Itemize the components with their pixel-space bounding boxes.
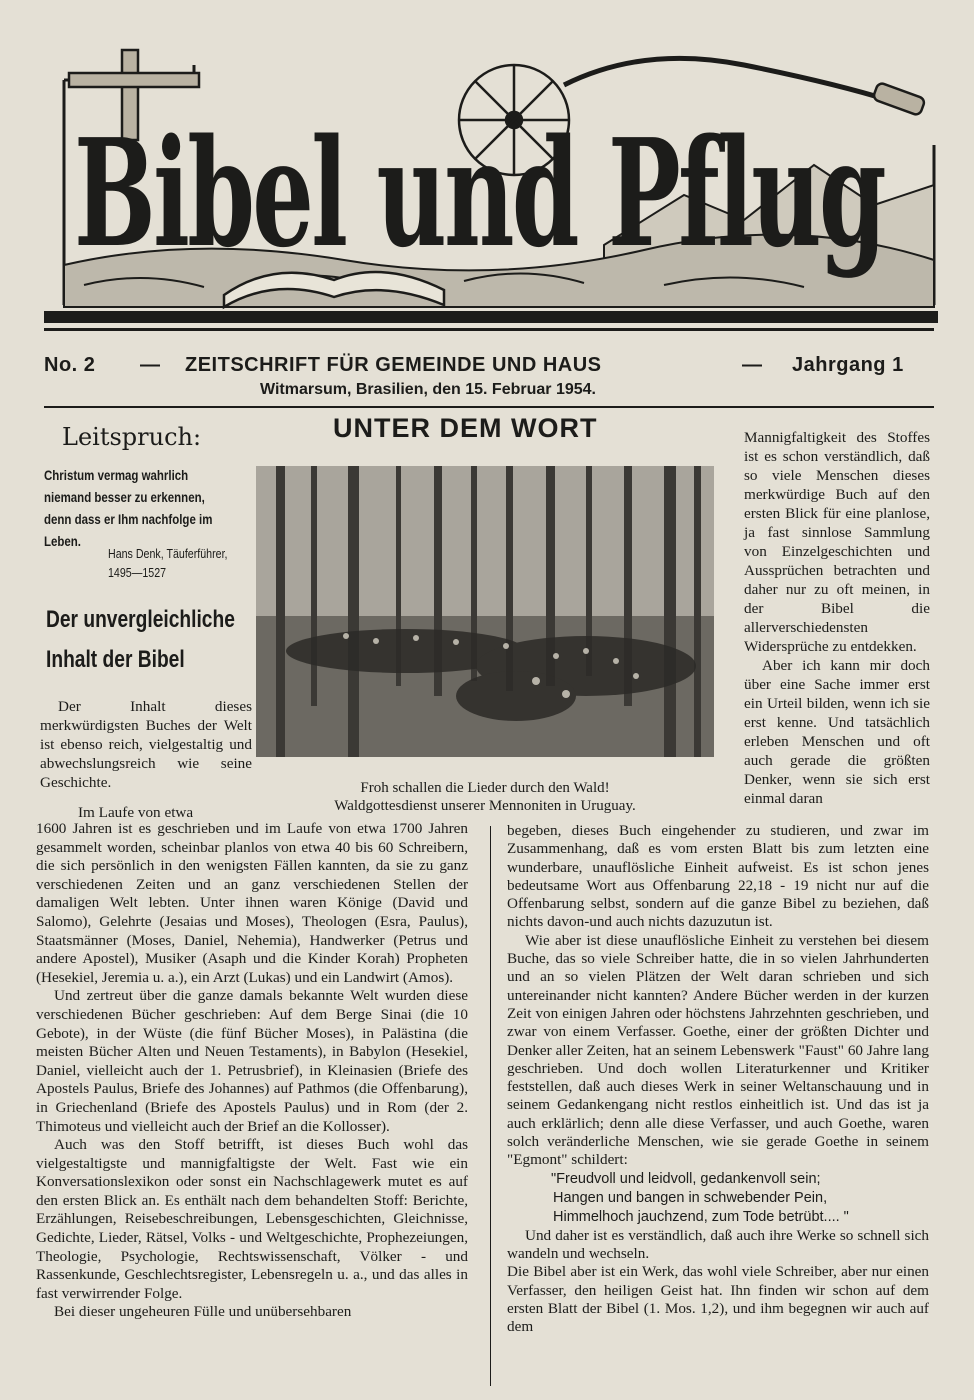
photo-caption-line2: Waldgottesdienst unserer Mennoniten in Uruguay. xyxy=(334,798,636,814)
lower-right-p3: Und daher ist es verständlich, daß auch ihre Werke so schnell sich wandeln und wechseln. xyxy=(507,1226,929,1262)
article-p2-start-text: Im Laufe von etwa xyxy=(78,804,194,821)
lower-right-p2: Wie aber ist diese unauflösliche Einheit zu verstehen bei diesem Buche, das so viele Schreiber hatte, die in so vielen Jahrhunderten und an so vielen Plätzen der Welt daran schrieben und sich untereinander nicht kannten? Andere Bücher werden in der kurzen Zeit von einigen Jahren oder höchstens Jahrzehnten geschrieben, und zwar von einem Verfasser. Goethe, einer der größten Dichter und Denker aller Zeiten, hat an seinem Lebenswerk "Faust" 60 Jahre lang geschrieben. Und doch wollen Literaturkenner und Kritiker feststellen, daß auch dieses Werk in seiner Weltanschauung und in seinem Gedankengang nicht restlos einheitlich ist. Und das ist ja auch erklärlich; denn alle diese Verfasser, und auch Goethe, waren solch veränderliche Menschen, wie sie gerade Goethe in seinem "Egmont" schildert: xyxy=(507,931,929,1169)
motto-author: Hans Denk, Täuferführer, 1495—1527 xyxy=(108,546,228,580)
article-p4: Auch was den Stoff betrifft, ist dieses Buch wohl das vielgestaltigste und mannigfaltigste der Welt. Fast wie ein Konversationslexikon oder sonst ein Nachschlagewerk mutet es auf den ersten Blick an. Es enthält nach dem behandelten Stoff: Berichte, Erzählungen, Reisebeschreibungen, Lebensgeschichten, Gleichnisse, Gedichte, Lieder, Rätsel, Volks - und Weltgeschichte, Prophezeiungen, Theologie, Psychologie, Rechtswissenschaft, Völker - und Rassenkunde, Geschlechtsregister, Lebensregeln u. a., und das alles in fast verwirrender Folge. xyxy=(36,1136,468,1302)
dateline: Witmarsum, Brasilien, den 15. Februar 1954. xyxy=(260,381,596,398)
article-p3: Und zertreut über die ganze damals bekannte Welt wurden diese verschiedenen Bücher geschrieben: Auf dem Berge Sinai (die 10 Gebote), in der Wüste (die fünf Bücher Moses), in Palästina (die meisten Bücher Alten und Neuen Testaments), in Babylon (Hesekiel, Daniel, vielleicht auch der 1. Petrusbrief), in Kleinasien (Briefe des Apostels Paulus, Briefe des Johannes) auf Pathmos (die Offenbarung), in Griechenland (Briefe des Apostels Paulus) und in Rom (der 2. Thimoteus und vielleicht auch der Brief an die Kollosser). xyxy=(36,987,468,1135)
motto-heading: Leitspruch: xyxy=(62,423,202,451)
article-intro xyxy=(40,697,252,792)
quote-line2: Hangen und bangen in schwebender Pein, xyxy=(553,1189,828,1206)
lower-right-p1: begeben, dieses Buch eingehender zu studieren, und zwar im Zusammenhang, daß es vom ersten Blatt bis zum letzten eine wunderbare, unauflösliche Einheit aufweist. Es ist schon jenes bedeutsame Wort aus Offenbarung 22,18 - 19 nicht nur auf die Offenbarung selbst, sondern auf die ganze Bibel zu beziehen, daß nichts davon-und auch nichts dazuzutun ist. xyxy=(507,822,929,931)
lower-right-column xyxy=(507,822,929,1336)
right-column-p1: Mannigfaltigkeit des Stoffes ist es schon verständlich, daß so viele Menschen dieses merkwürdige Buch auf den ersten Blick für eine planlose, ja fast sinnlose Sammlung von Einzelgeschichten und Aussprüchen betrachten und daher nur zu oft meinen, in der Bibel die allerverschiedensten Widersprüche zu entdekken. xyxy=(744,429,930,655)
main-headline: UNTER DEM WORT xyxy=(333,413,598,443)
lower-left-column xyxy=(36,820,468,1322)
header-dash-right: — xyxy=(742,354,763,376)
header-dash-left: — xyxy=(140,354,161,376)
volume-number: Jahrgang 1 xyxy=(792,354,904,376)
publication-subtitle: ZEITSCHRIFT FÜR GEMEINDE UND HAUS xyxy=(185,354,602,376)
quote-line3: Himmelhoch jauchzend, zum Tode betrübt.... " xyxy=(553,1208,849,1225)
article-p5: Bei dieser ungeheuren Fülle und unübersehbaren xyxy=(54,1303,352,1321)
article-intro-text: Der Inhalt dieses merkwürdigsten Buches der Welt ist ebenso reich, vielgestaltig und abwechslungsreich wie seine Geschichte. xyxy=(40,698,252,791)
quote-line1: "Freudvoll und leidvoll, gedankenvoll sein; xyxy=(551,1170,821,1187)
goethe-quote xyxy=(507,1170,929,1227)
masthead-title: Bibel und Pflug xyxy=(74,106,885,280)
right-column-p2: Aber ich kann mir doch über eine Sache immer erst ein Urteil bilden, wenn ich sie erst kenne. Und tatsächlich erleben Menschen und oft auch gerade die größten Denker, wenn sie sich erst einmal daran xyxy=(744,657,930,807)
masthead-illustration xyxy=(44,45,938,335)
article-title: Der unvergleichliche Inhalt der Bibel xyxy=(46,606,235,673)
article-p2: 1600 Jahren ist es geschrieben und im Laufe von etwa 1700 Jahren gesammelt worden, scheinbar planlos von etwa 40 bis 60 Schreibern, die sich persönlich in den wenigsten Fällen kannten, da sie zu ganz verschiedenen Zeiten und an ganz verschiedenen Stellen der damaligen Welt lebten. Unter ihnen waren Könige (David und Salomo), Gelehrte (Jesaias und Moses), Theologen (Esra, Paulus), Staatsmänner (Moses, Daniel, Nehemia), Handwerker (Petrus und andere Apostel), Musiker (Asaph und die Kinder Korah) Propheten (Hesekiel, Jeremia u. a.), ein Arzt (Lukas) und ein Landwirt (Amos). xyxy=(36,820,468,986)
lower-right-p4: Die Bibel aber ist ein Werk, das wohl viele Schreiber, aber nur einen Verfasser, den heiligen Geist hat. Ihn finden wir schon auf dem ersten Blatt der Bibel (1. Mos. 1,2), und ihm begegnen wir auch auf dem xyxy=(507,1263,929,1336)
motto-text: Christum vermag wahrlich niemand besser zu erkennen, denn dass er Ihm nachfolge im Leben. xyxy=(44,467,213,549)
forest-service-photo xyxy=(256,466,714,757)
right-column xyxy=(744,428,930,808)
photo-caption-line1: Froh schallen die Lieder durch den Wald! xyxy=(360,780,610,796)
issue-number: No. 2 xyxy=(44,354,96,376)
